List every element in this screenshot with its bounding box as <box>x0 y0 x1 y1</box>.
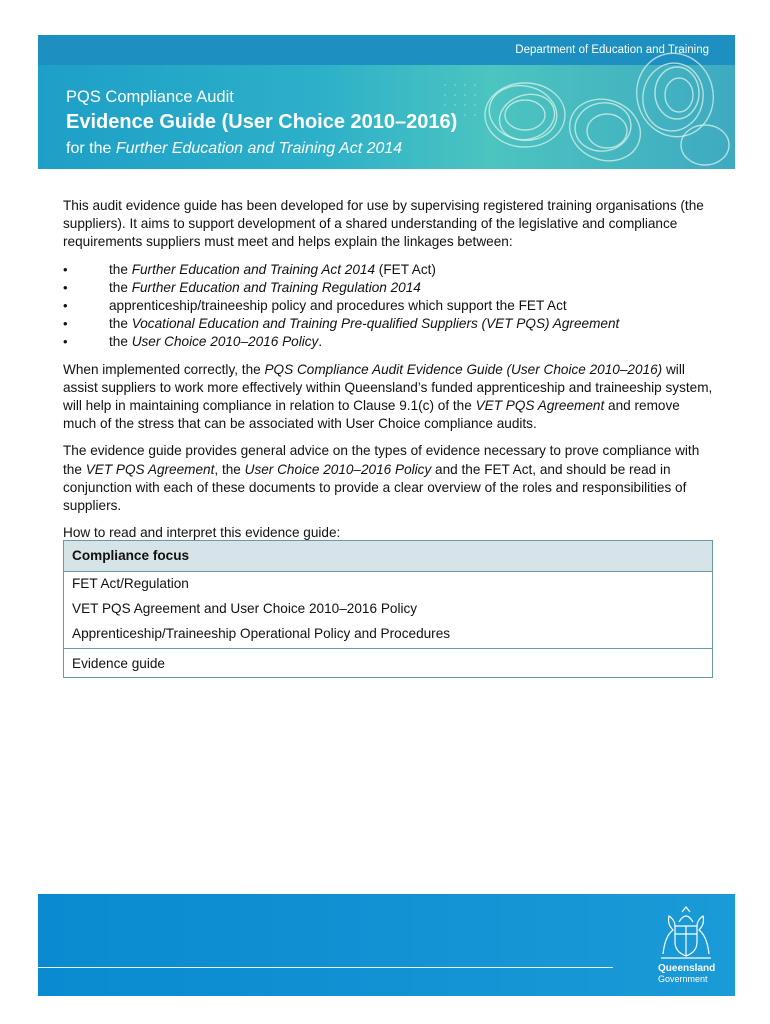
doc-subtitle: PQS Compliance Audit <box>66 88 234 106</box>
logo-queensland: Queensland <box>658 963 716 974</box>
list-item: • the User Choice 2010–2016 Policy. <box>63 333 713 351</box>
body-content <box>63 197 713 551</box>
table-header: Compliance focus <box>64 541 712 572</box>
table-row: FET Act/Regulation <box>72 576 189 591</box>
table-row: VET PQS Agreement and User Choice 2010–2016 Policy <box>72 601 418 616</box>
department-name: Department of Education and Training <box>515 44 709 56</box>
implementation-paragraph: When implemented correctly, the PQS Compliance Audit Evidence Guide (User Choice 2010–2016) will assist suppliers to work more effectively within Queensland’s funded apprenticeship and traineeship system, will help in maintaining compliance in relation to Clause 9.1(c) of the VET PQS Agreement and remove much of the stress that can be associated with User Choice compliance audits. <box>63 361 713 432</box>
list-item: • the Vocational Education and Training Pre-qualified Suppliers (VET PQS) Agreement <box>63 315 713 333</box>
list-item: • the Further Education and Training Regulation 2014 <box>63 279 713 297</box>
table-row: Evidence guide <box>72 656 165 671</box>
intro-paragraph: This audit evidence guide has been developed for use by supervising registered training organisations (the suppliers). It aims to support development of a shared understanding of the legislative and compliance requirements suppliers must meet and helps explain the linkages between: <box>63 198 704 250</box>
compliance-legend-table <box>63 540 713 678</box>
how-to-read-paragraph: How to read and interpret this evidence guide: <box>63 525 341 541</box>
table-row: Apprenticeship/Traineeship Operational Policy and Procedures <box>72 626 451 641</box>
queensland-crest-icon <box>655 904 717 962</box>
linkages-list <box>63 261 713 352</box>
table-divider <box>64 648 712 649</box>
footer-banner <box>38 894 735 996</box>
evidence-paragraph: The evidence guide provides general advice on the types of evidence necessary to prove compliance with the VET PQS Agreement, the User Choice 2010–2016 Policy and the FET Act, and should be read in conjunction with each of these documents to provide a clear overview of the roles and responsibilities of suppliers. <box>63 443 700 514</box>
footer-rule <box>38 967 613 968</box>
header-banner <box>38 35 735 169</box>
list-item: • apprenticeship/traineeship policy and procedures which support the FET Act <box>63 297 713 315</box>
doc-title: Evidence Guide (User Choice 2010–2016) <box>66 111 458 133</box>
doc-act-line: for the Further Education and Training Act 2014 <box>66 140 403 157</box>
logo-government: Government <box>658 974 708 984</box>
list-item: • the Further Education and Training Act 2014 (FET Act) <box>63 261 713 279</box>
